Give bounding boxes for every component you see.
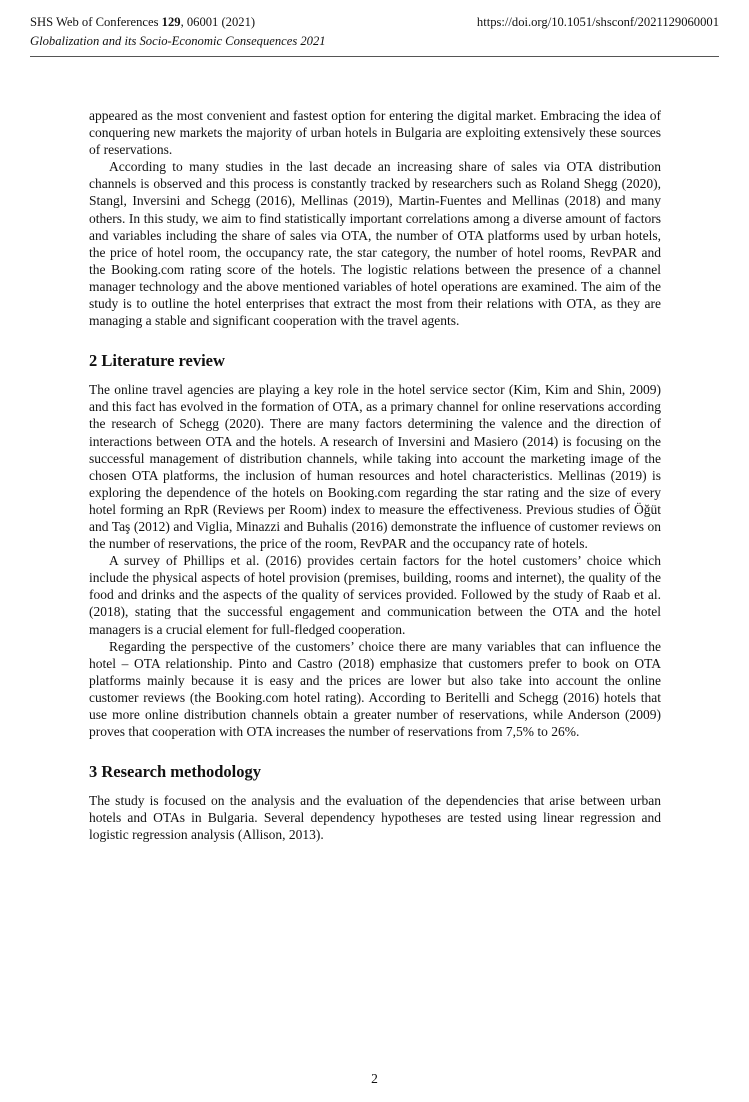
journal-article: , 06001 (2021) [180, 15, 256, 29]
literature-paragraph-2: A survey of Phillips et al. (2016) provides certain factors for the hotel customers’ choice which include the physical aspects of hotel provision (premises, building, rooms and internet), the quality of the food and drinks and the aspects of the quality of services provided. Followed by the study of Raab et al. (2018), stating that the successful engagement and communication between the OTA and the hotel managers is a crucial element for full-fledged cooperation. [89, 553, 661, 637]
section-3-heading: 3 Research methodology [89, 762, 262, 782]
literature-paragraph-3: Regarding the perspective of the customers’ choice there are many variables that can influence the hotel – OTA relationship. Pinto and Castro (2018) emphasize that customers prefer to book on OTA platforms mainly because it is easy and the prices are lower but also take into account the online customer reviews (the Booking.com hotel rating). According to Beritelli and Schegg (2016) hotels that use more online distribution channels obtain a greater number of reservations, while Anderson (2009) proves that cooperation with OTA increases the number of reservations from 7,5% to 26%. [89, 638, 661, 740]
journal-name: SHS Web of Conferences [30, 15, 162, 29]
intro-paragraph-2: According to many studies in the last decade an increasing share of sales via OTA distribution channels is observed and this process is constantly tracked by researchers such as Roland Shegg (2020), Stangl, Inversini and Schegg (2016), Mellinas (2019), Martin-Fuentes and Mellinas (2018) and many others. In this study, we aim to find statistically important correlations among a diverse amount of factors and variables including the share of sales via OTA, the number of OTA platforms used by urban hotels, the price of hotel room, the occupancy rate, the star category, the number of hotel rooms, RevPAR and the Booking.com rating score of the hotels. The logistic relations between the presence of a channel manager technology and the above mentioned variables of hotel operations are examined. The aim of the study is to outline the hotel enterprises that extract the most from their relations with OTA, as they are managing a stable and significant cooperation with the travel agents. [89, 159, 661, 329]
page-body [89, 107, 661, 843]
header-row [30, 14, 719, 30]
journal-volume: 129 [161, 15, 181, 29]
doi-link[interactable]: https://doi.org/10.1051/shsconf/2021129060001 [476, 15, 719, 29]
journal-citation [30, 14, 255, 30]
section-2-heading: 2 Literature review [89, 351, 225, 371]
literature-paragraph-1: The online travel agencies are playing a key role in the hotel service sector (Kim, Kim and Shin, 2009) and this fact has evolved in the formation of OTA, as a primary channel for online reservations according the research of Schegg (2020). There are many factors determining the valence and the direction of interactions between OTA and the hotels. A research of Inversini and Masiero (2014) is focusing on the successful management of distribution channels, while taking into account the marketing image of the chosen OTA platforms, the inclusion of human resources and hotel characteristics. Mellinas (2019) is exploring the dependence of the hotels on Booking.com regarding the star rating and the size of every hotel forming an RpR (Reviews per Room) index to measure the effectiveness. Previous studies of Öğüt and Taş (2012) and Viglia, Minazzi and Buhalis (2016) demonstrate the influence of customer reviews on the number of reservations, the price of the room, RevPAR and the occupancy rate of hotels. [89, 382, 661, 552]
page-number: 2 [371, 1071, 378, 1086]
running-header [30, 14, 719, 49]
header-divider [30, 56, 719, 57]
intro-paragraph-1: appeared as the most convenient and fastest option for entering the digital market. Embracing the idea of conquering new markets the majority of urban hotels in Bulgaria are exploiting extensively these sources of reservations. [89, 108, 661, 158]
conference-name: Globalization and its Socio-Economic Consequences 2021 [30, 34, 326, 48]
methodology-paragraph-1: The study is focused on the analysis and the evaluation of the dependencies that arise between urban hotels and OTAs in Bulgaria. Several dependency hypotheses are tested using linear regression and logistic regression analysis (Allison, 2013). [89, 793, 661, 843]
